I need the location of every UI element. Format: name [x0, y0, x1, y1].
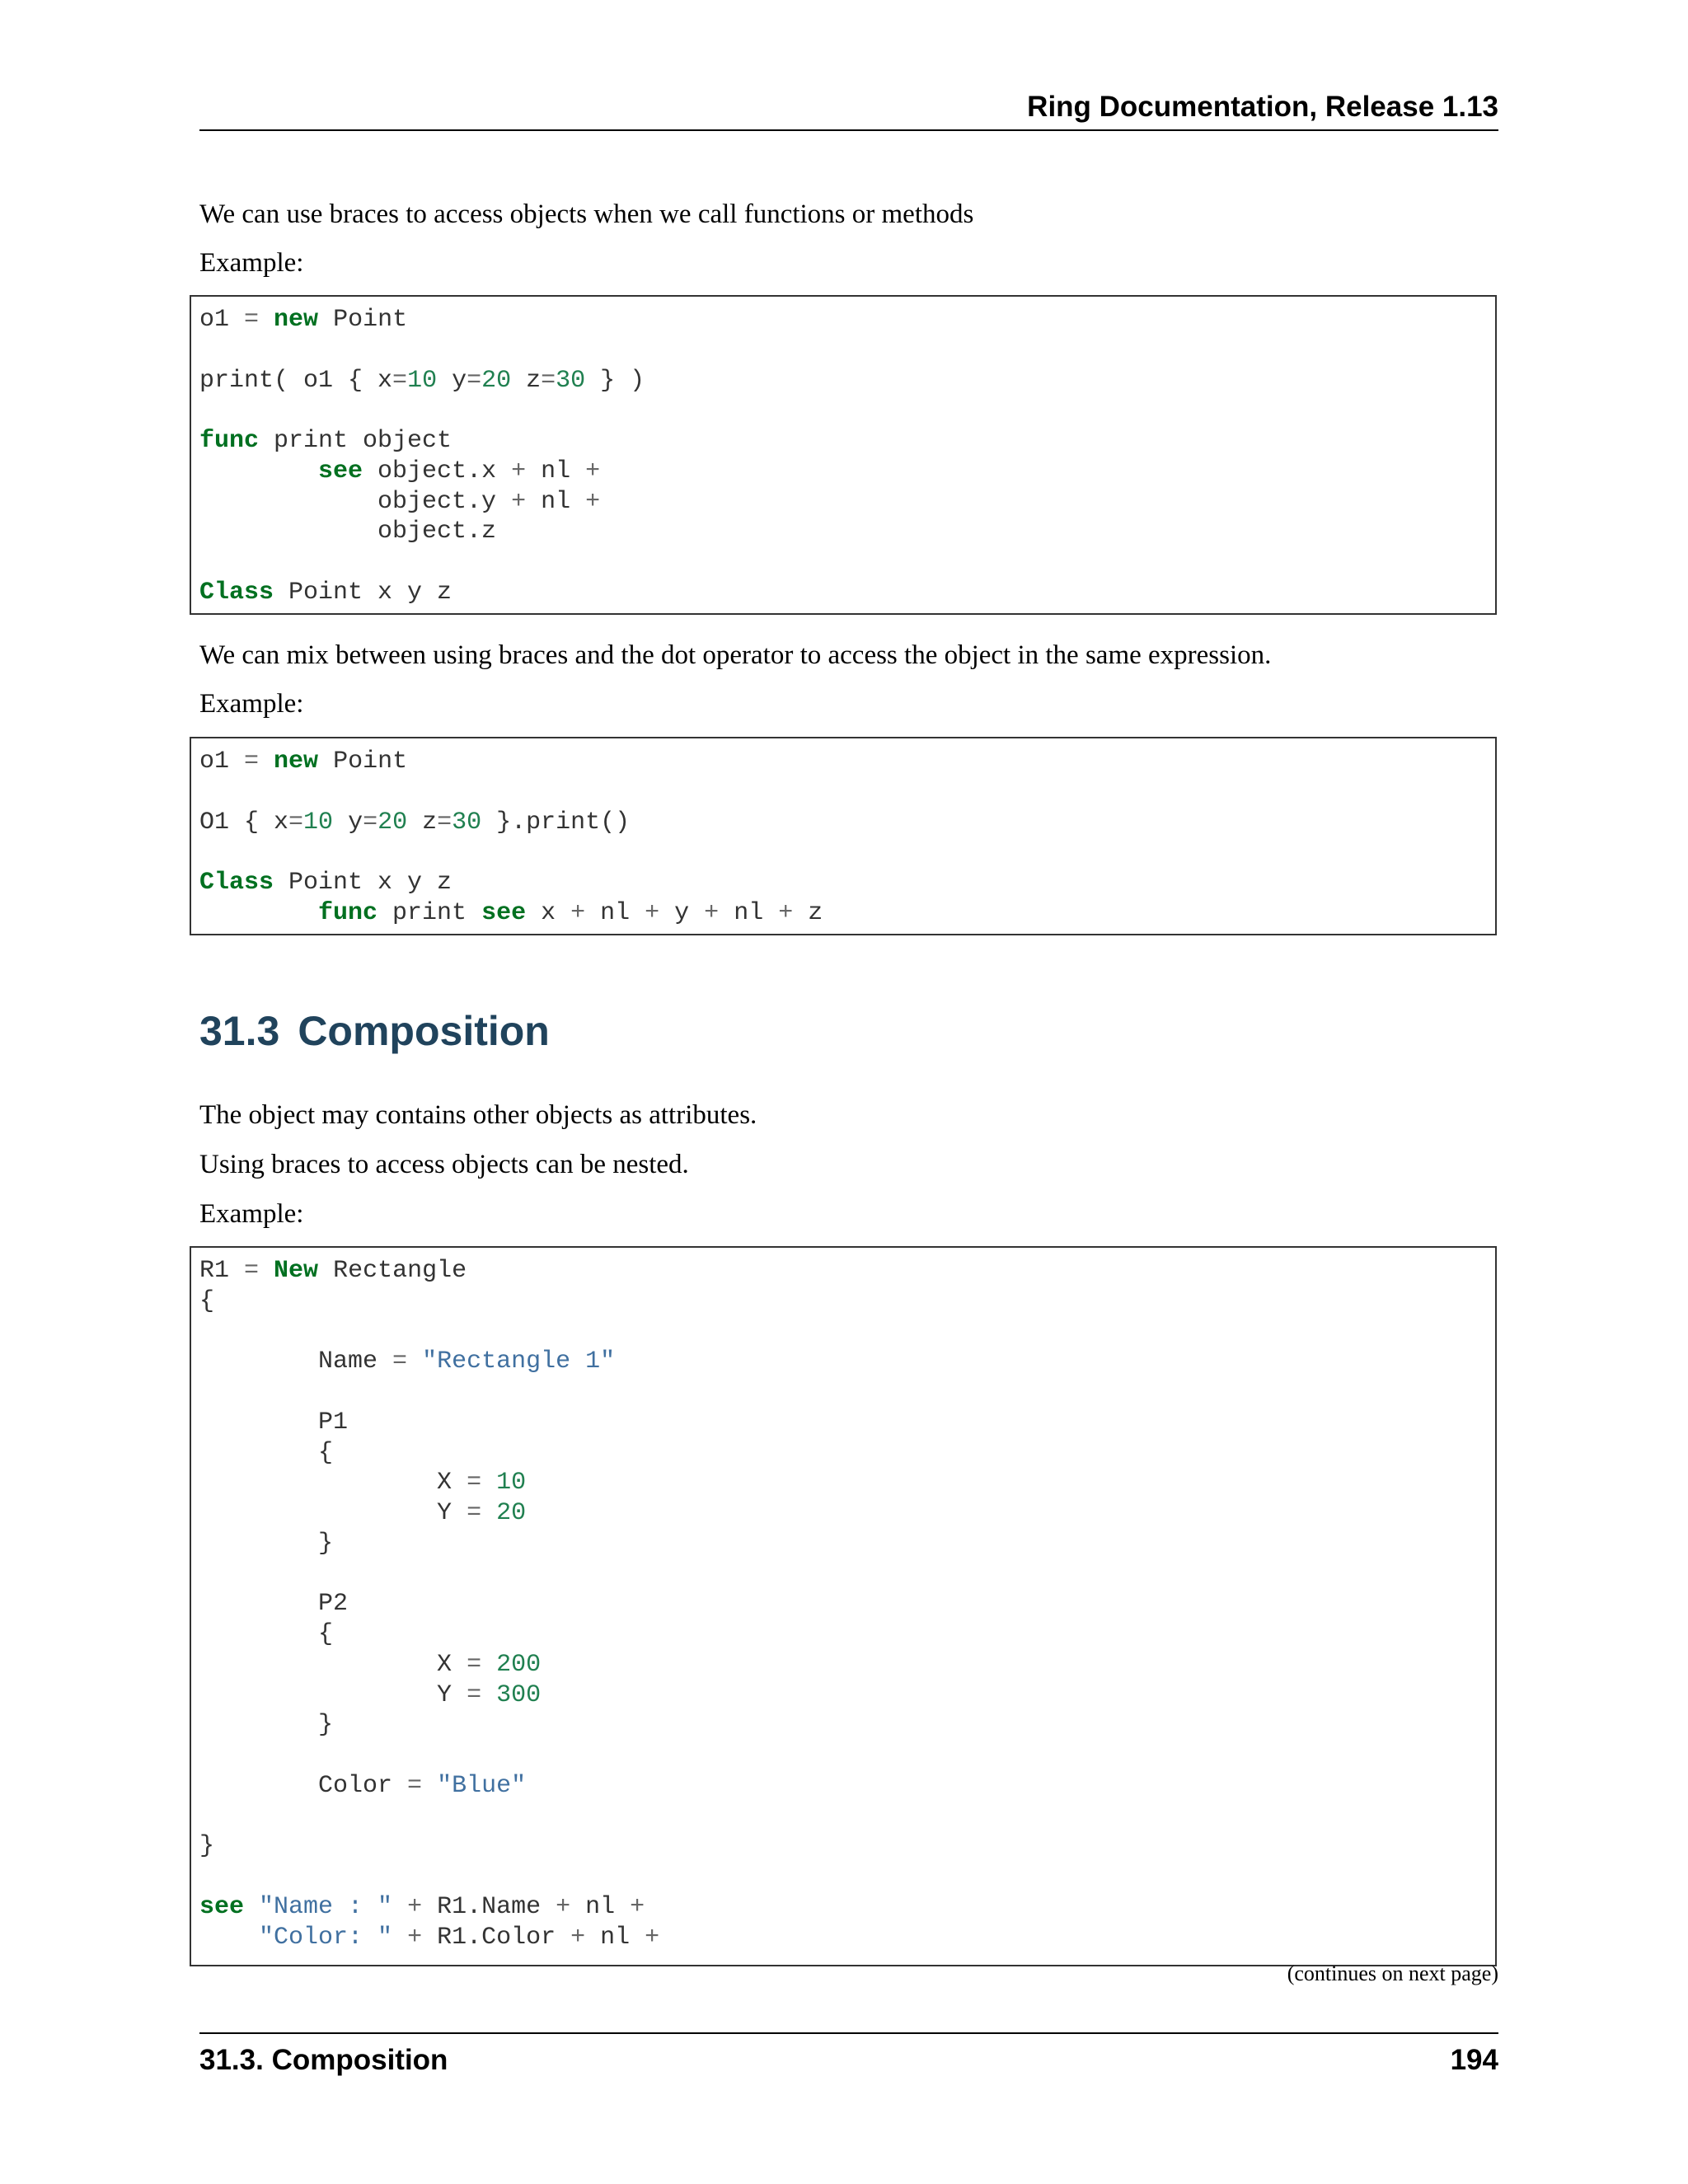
- code-block: [190, 737, 1497, 935]
- continues-note: (continues on next page): [1287, 1961, 1498, 1985]
- example-label: Example:: [199, 689, 304, 719]
- example-label: Example:: [199, 1199, 304, 1229]
- paragraph-nested-braces: Using braces to access objects can be nested.: [199, 1150, 689, 1179]
- paragraph-braces-functions: We can use braces to access objects when we call functions or methods: [199, 199, 974, 229]
- example-label: Example:: [199, 248, 304, 278]
- page-number: 194: [1450, 2044, 1498, 2076]
- section-number: 31.3: [199, 1008, 280, 1054]
- running-header: Ring Documentation, Release 1.13: [1027, 91, 1498, 123]
- code-block: [190, 1246, 1497, 1966]
- section-title-text: Composition: [298, 1008, 550, 1054]
- footer-rule: [199, 2032, 1498, 2034]
- code-listing: R1 = New Rectangle { Name = "Rectangle 1" P1 { X = 10 Y = 20 } P2 { X = 200 Y = 300 } Color = "Blue" } see "Name : " + R1.Name + nl + "Color: " + R1.Color + nl +: [199, 1257, 660, 1952]
- section-heading: [199, 1007, 550, 1055]
- code-listing: o1 = new Point O1 { x=10 y=20 z=30 }.print() Class Point x y z func print see x + nl + y + nl + z: [199, 748, 823, 927]
- paragraph-contains-objects: The object may contains other objects as attributes.: [199, 1100, 757, 1130]
- code-listing: o1 = new Point print( o1 { x=10 y=20 z=30 } ) func print object see object.x + nl + object.y + nl + object.z Class Point x y z: [199, 306, 645, 607]
- footer-section: 31.3. Composition: [199, 2044, 448, 2076]
- paragraph-mix-braces-dot: We can mix between using braces and the dot operator to access the object in the same expression.: [199, 640, 1272, 670]
- header-rule: [199, 129, 1498, 131]
- code-block: [190, 295, 1497, 615]
